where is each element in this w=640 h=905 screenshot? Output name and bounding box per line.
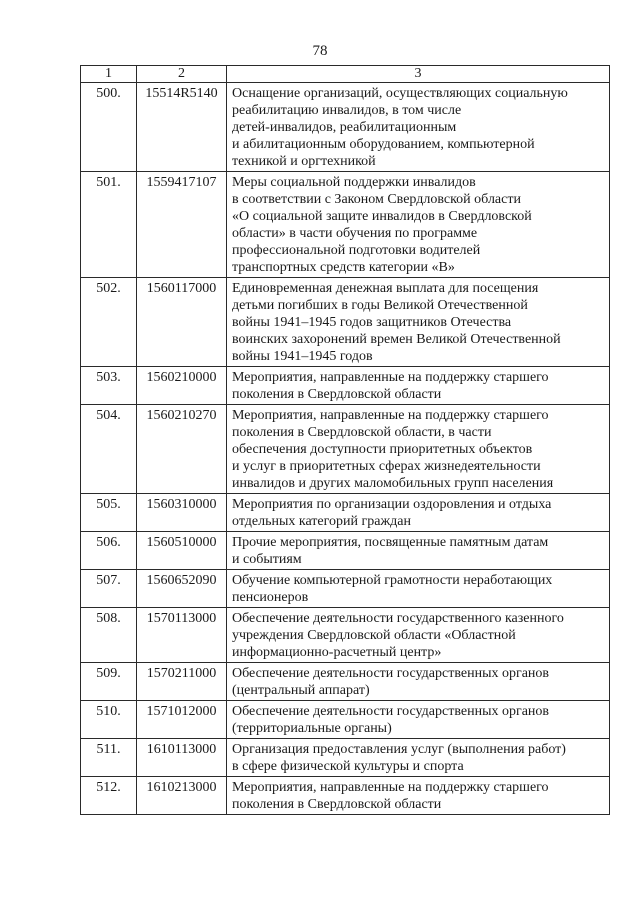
row-number: 507. [81, 570, 137, 608]
row-description: Организация предоставления услуг (выполнения работ) в сфере физической культуры и спорта [227, 739, 610, 777]
row-number: 509. [81, 663, 137, 701]
table-row [81, 663, 610, 701]
row-description: Мероприятия, направленные на поддержку старшего поколения в Свердловской области, в части обеспечения доступности приоритетных объектов и услуг в приоритетных сферах жизнедеятельности инвалидов и других маломобильных групп населения [227, 405, 610, 494]
row-description: Обеспечение деятельности государственного казенного учреждения Свердловской области «Областной информационно-расчетный центр» [227, 608, 610, 663]
row-code: 1560117000 [137, 278, 227, 367]
row-code: 1560652090 [137, 570, 227, 608]
row-description: Обеспечение деятельности государственных органов (территориальные органы) [227, 701, 610, 739]
row-number: 502. [81, 278, 137, 367]
row-code: 1560210000 [137, 367, 227, 405]
row-description: Меры социальной поддержки инвалидов в соответствии с Законом Свердловской области «О социальной защите инвалидов в Свердловской области» в части обучения по программе профессиональной подготовки водителей транспортных средств категории «В» [227, 172, 610, 278]
row-number: 504. [81, 405, 137, 494]
row-description: Единовременная денежная выплата для посещения детьми погибших в годы Великой Отечественной войны 1941–1945 годов защитников Отечества воинских захоронений времен Великой Отечественной войны 1941–1945 годов [227, 278, 610, 367]
row-code: 1559417107 [137, 172, 227, 278]
header-column-1: 1 [81, 66, 137, 83]
row-description: Мероприятия, направленные на поддержку старшего поколения в Свердловской области [227, 367, 610, 405]
row-code: 1560510000 [137, 532, 227, 570]
page-number: 78 [312, 43, 328, 59]
row-code: 1570113000 [137, 608, 227, 663]
table-row [81, 172, 610, 278]
table-header-row [81, 66, 610, 83]
table-row [81, 278, 610, 367]
header-column-2: 2 [137, 66, 227, 83]
table-row [81, 83, 610, 172]
row-number: 500. [81, 83, 137, 172]
row-code: 1560310000 [137, 494, 227, 532]
header-column-3: 3 [227, 66, 610, 83]
budget-code-table [80, 65, 610, 815]
table-row [81, 532, 610, 570]
row-code: 1560210270 [137, 405, 227, 494]
row-description: Обучение компьютерной грамотности неработающих пенсионеров [227, 570, 610, 608]
row-number: 510. [81, 701, 137, 739]
row-number: 512. [81, 777, 137, 815]
row-number: 503. [81, 367, 137, 405]
table-row [81, 405, 610, 494]
row-description: Мероприятия, направленные на поддержку старшего поколения в Свердловской области [227, 777, 610, 815]
row-code: 15514R5140 [137, 83, 227, 172]
table-header [81, 66, 610, 83]
row-description: Оснащение организаций, осуществляющих социальную реабилитацию инвалидов, в том числе детей-инвалидов, реабилитационным и абилитационным оборудованием, компьютерной техникой и оргтехникой [227, 83, 610, 172]
table-row [81, 570, 610, 608]
row-number: 508. [81, 608, 137, 663]
table-row [81, 739, 610, 777]
row-number: 511. [81, 739, 137, 777]
row-description: Мероприятия по организации оздоровления и отдыха отдельных категорий граждан [227, 494, 610, 532]
row-code: 1610113000 [137, 739, 227, 777]
table-row [81, 777, 610, 815]
table-row [81, 367, 610, 405]
row-number: 505. [81, 494, 137, 532]
table-row [81, 701, 610, 739]
row-code: 1571012000 [137, 701, 227, 739]
table-row [81, 494, 610, 532]
row-code: 1610213000 [137, 777, 227, 815]
row-description: Прочие мероприятия, посвященные памятным датам и событиям [227, 532, 610, 570]
row-number: 501. [81, 172, 137, 278]
row-description: Обеспечение деятельности государственных органов (центральный аппарат) [227, 663, 610, 701]
table-body [81, 83, 610, 815]
row-code: 1570211000 [137, 663, 227, 701]
table-row [81, 608, 610, 663]
row-number: 506. [81, 532, 137, 570]
